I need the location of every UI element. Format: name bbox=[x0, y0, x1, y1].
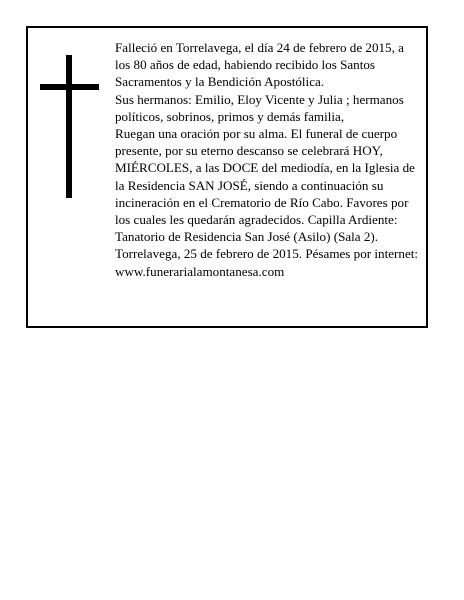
cross-icon bbox=[40, 55, 99, 198]
notice-paragraph-funeral: Ruegan una oración por su alma. El funeral de cuerpo presente, por su eterno descanso se celebrará HOY, MIÉRCOLES, a las DOCE del mediodía, en la Iglesia de la Residencia SAN JOSÉ, siendo a continuación su incineración en el Crematorio de Río Cabo. Favores por los cuales les quedarán agradecidos. Capilla Ardiente: Tanatorio de Residencia San José (Asilo) (Sala 2). Torrelavega, 25 de febrero de 2015. Pésames por internet: www.funerarialamontanesa.com bbox=[115, 126, 419, 279]
obituary-notice bbox=[26, 26, 428, 328]
cross-horizontal-bar bbox=[40, 84, 99, 90]
cross-vertical-bar bbox=[66, 55, 72, 198]
notice-paragraph-death: Falleció en Torrelavega, el día 24 de febrero de 2015, a los 80 años de edad, habiendo recibido los Santos Sacramentos y la Bendición Apostólica. bbox=[115, 40, 404, 90]
notice-paragraph-family: Sus hermanos: Emilio, Eloy Vicente y Julia ; hermanos políticos, sobrinos, primos y demás familia, bbox=[115, 91, 404, 124]
notice-text bbox=[115, 39, 421, 280]
